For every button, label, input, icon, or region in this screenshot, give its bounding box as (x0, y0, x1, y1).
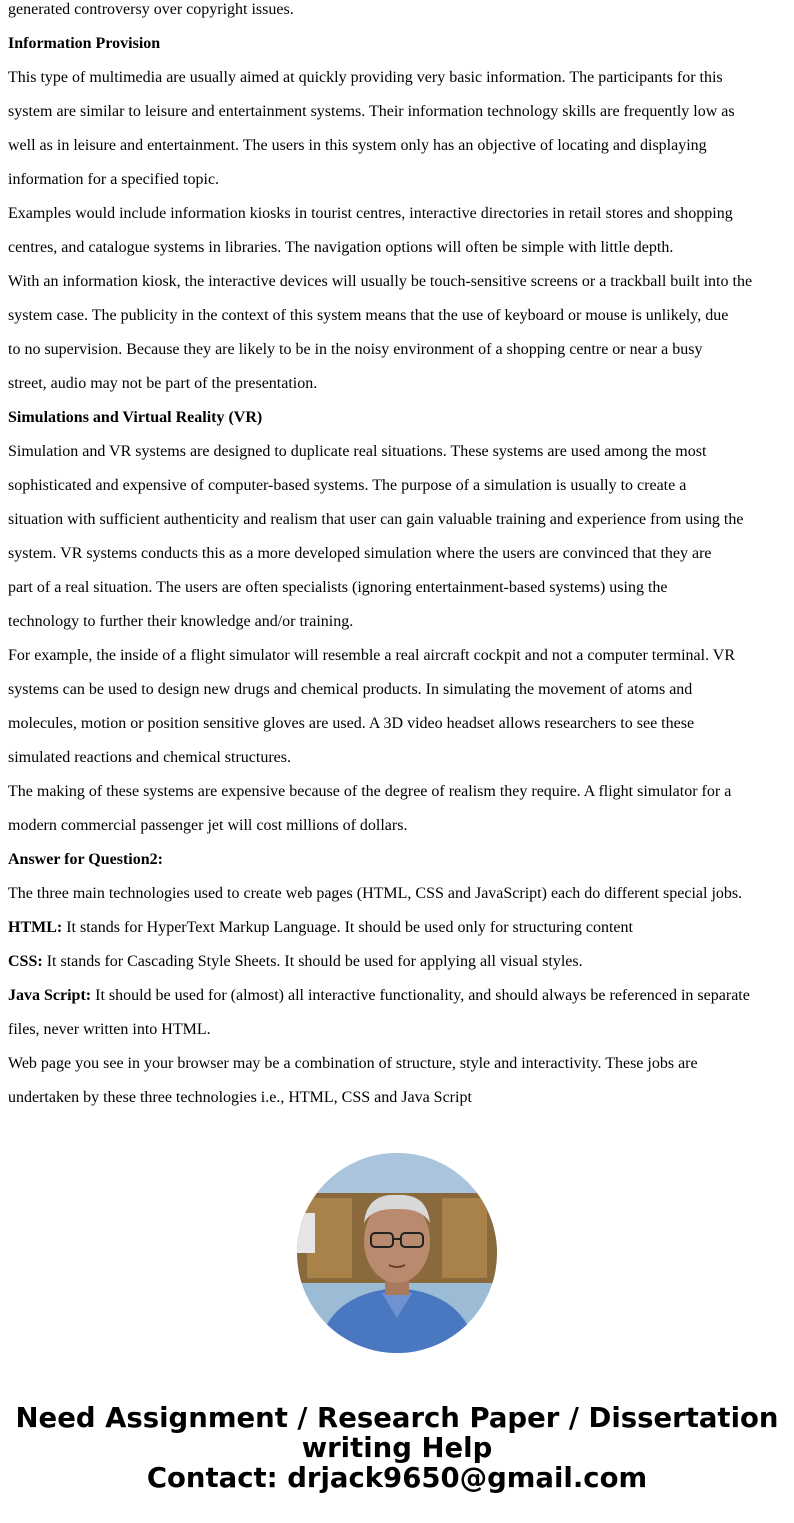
css-term: CSS: (8, 953, 43, 970)
paragraph-line: technology to further their knowledge and/or training. (8, 613, 354, 630)
paragraph-line: The three main technologies used to create web pages (HTML, CSS and JavaScript) each do different special jobs. (8, 885, 743, 902)
heading-information-provision: Information Provision (8, 35, 161, 52)
promo-footer (0, 1403, 794, 1493)
css-definition (8, 945, 788, 979)
paragraph-line: modern commercial passenger jet will cost millions of dollars. (8, 817, 408, 834)
paragraph-line: system are similar to leisure and entertainment systems. Their information technology skills are frequently low as (8, 103, 735, 120)
paragraph-line: system. VR systems conducts this as a more developed simulation where the users are convinced that they are (8, 545, 712, 562)
document-body (8, 0, 788, 1115)
paragraph-line: information for a specified topic. (8, 171, 220, 188)
css-description: It stands for Cascading Style Sheets. It should be used for applying all visual styles. (42, 953, 583, 970)
js-description: It should be used for (almost) all interactive functionality, and should always be referenced in separate (91, 987, 750, 1004)
paragraph-line: street, audio may not be part of the presentation. (8, 375, 318, 392)
paragraph-line: centres, and catalogue systems in libraries. The navigation options will often be simple with little depth. (8, 239, 674, 256)
html-term: HTML: (8, 919, 63, 936)
heading-simulations-vr: Simulations and Virtual Reality (VR) (8, 409, 263, 426)
paragraph-line: With an information kiosk, the interactive devices will usually be touch-sensitive screens or a trackball built into the (8, 273, 753, 290)
paragraph-line: undertaken by these three technologies i.e., HTML, CSS and Java Script (8, 1089, 472, 1106)
paragraph-line: For example, the inside of a flight simulator will resemble a real aircraft cockpit and not a computer terminal. VR (8, 647, 736, 664)
js-definition (8, 979, 788, 1013)
paragraph-line: Web page you see in your browser may be a combination of structure, style and interactivity. These jobs are (8, 1055, 698, 1072)
paragraph-line: This type of multimedia are usually aimed at quickly providing very basic information. The participants for this (8, 69, 723, 86)
paragraph-line: The making of these systems are expensive because of the degree of realism they require. A flight simulator for a (8, 783, 732, 800)
author-avatar (297, 1153, 497, 1353)
paragraph-line: files, never written into HTML. (8, 1021, 211, 1038)
paragraph-line: system case. The publicity in the context of this system means that the use of keyboard or mouse is unlikely, due (8, 307, 729, 324)
paragraph-line: sophisticated and expensive of computer-based systems. The purpose of a simulation is usually to create a (8, 477, 687, 494)
html-description: It stands for HyperText Markup Language. It should be used only for structuring content (62, 919, 633, 936)
paragraph-line: molecules, motion or position sensitive gloves are used. A 3D video headset allows researchers to see these (8, 715, 695, 732)
paragraph-line: Simulation and VR systems are designed to duplicate real situations. These systems are used among the most (8, 443, 707, 460)
paragraph-line: Examples would include information kiosks in tourist centres, interactive directories in retail stores and shopping (8, 205, 733, 222)
paragraph-line: situation with sufficient authenticity and realism that user can gain valuable training and experience from using the (8, 511, 744, 528)
heading-answer-q2: Answer for Question2: (8, 851, 163, 868)
promo-line: writing Help (301, 1432, 493, 1464)
author-portrait-image (297, 1153, 497, 1353)
paragraph-line: part of a real situation. The users are often specialists (ignoring entertainment-based systems) using the (8, 579, 668, 596)
js-term: Java Script: (8, 987, 92, 1004)
html-definition (8, 911, 788, 945)
paragraph-line: simulated reactions and chemical structures. (8, 749, 292, 766)
contact-email: Contact: drjack9650@gmail.com (146, 1462, 648, 1494)
promo-line: Need Assignment / Research Paper / Dissertation (15, 1402, 779, 1434)
paragraph-line: systems can be used to design new drugs and chemical products. In simulating the movement of atoms and (8, 681, 693, 698)
paragraph-line: to no supervision. Because they are likely to be in the noisy environment of a shopping centre or near a busy (8, 341, 703, 358)
paragraph-line: generated controversy over copyright issues. (8, 1, 294, 18)
paragraph-line: well as in leisure and entertainment. The users in this system only has an objective of locating and displaying (8, 137, 707, 154)
